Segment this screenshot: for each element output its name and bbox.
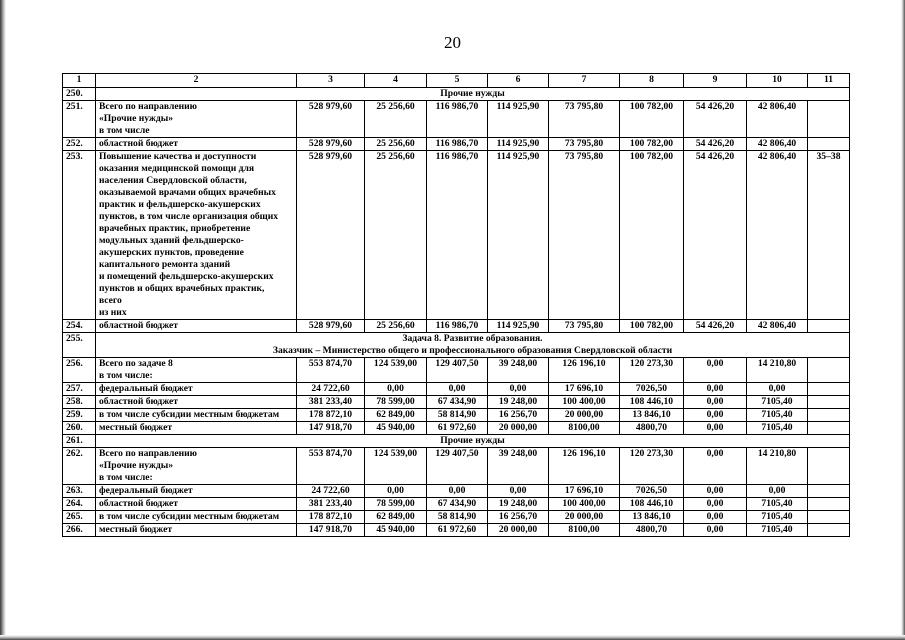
amount-cell-col-7: 17 696,10 [549,485,620,498]
column-number: 4 [365,74,427,88]
amount-cell-col-6: 114 925,90 [488,138,549,151]
reference-cell [808,498,850,511]
amount-cell-col-7: 20 000,00 [549,409,620,422]
description-line: в том числе [99,125,150,136]
amount-cell-col-10: 0,00 [747,485,808,498]
amount-cell-col-9: 0,00 [684,524,747,537]
amount-cell-col-8: 100 782,00 [620,101,684,138]
budget-table [62,73,850,537]
amount-cell-col-9: 0,00 [684,511,747,524]
amount-cell-col-7: 73 795,80 [549,151,620,320]
row-description [96,422,297,435]
row-number: 266. [63,524,96,537]
amount-cell-col-6: 20 000,00 [488,524,549,537]
row-number: 257. [63,383,96,396]
description-line: модульных зданий фельдшерско- [99,235,244,246]
amount-cell-col-8: 108 446,10 [620,396,684,409]
description-line: всего [99,295,122,306]
description-line: акушерских пунктов, проведение [99,247,244,258]
amount-cell-col-10: 0,00 [747,383,808,396]
row-number: 253. [63,151,96,320]
amount-cell-col-7: 8100,00 [549,422,620,435]
amount-cell-col-7: 8100,00 [549,524,620,537]
amount-cell-col-3: 381 233,40 [297,498,365,511]
task-heading-row [63,333,850,358]
reference-cell [808,448,850,485]
amount-cell-col-7: 17 696,10 [549,383,620,396]
task-heading-line2: Заказчик – Министерство общего и профессионального образования Свердловской области [272,345,673,356]
column-number: 11 [808,74,850,88]
reference-cell: 35–38 [808,151,850,320]
amount-cell-col-4: 0,00 [365,383,427,396]
column-number: 2 [96,74,297,88]
amount-cell-col-6: 0,00 [488,383,549,396]
reference-cell [808,101,850,138]
amount-cell-col-3: 147 918,70 [297,524,365,537]
column-number: 7 [549,74,620,88]
scan-edge-right [901,0,905,640]
amount-cell-col-10: 7105,40 [747,409,808,422]
row-description [96,358,297,383]
amount-cell-col-5: 116 986,70 [427,320,488,333]
row-description [96,138,297,151]
amount-cell-col-10: 42 806,40 [747,320,808,333]
description-line: пунктов и общих врачебных практик, [99,283,265,294]
amount-cell-col-7: 73 795,80 [549,320,620,333]
amount-cell-col-3: 553 874,70 [297,358,365,383]
reference-cell [808,422,850,435]
column-number: 6 [488,74,549,88]
amount-cell-col-3: 553 874,70 [297,448,365,485]
amount-cell-col-3: 528 979,60 [297,151,365,320]
amount-cell-col-10: 42 806,40 [747,138,808,151]
amount-cell-col-3: 381 233,40 [297,396,365,409]
amount-cell-col-5: 116 986,70 [427,151,488,320]
amount-cell-col-9: 0,00 [684,422,747,435]
amount-cell-col-5: 67 434,90 [427,396,488,409]
table-row [63,358,850,383]
amount-cell-col-9: 54 426,20 [684,151,747,320]
row-number: 262. [63,448,96,485]
row-description [96,396,297,409]
amount-cell-col-8: 108 446,10 [620,498,684,511]
amount-cell-col-4: 25 256,60 [365,101,427,138]
section-heading: Прочие нужды [96,88,850,101]
amount-cell-col-9: 54 426,20 [684,138,747,151]
amount-cell-col-4: 62 849,00 [365,511,427,524]
row-number: 260. [63,422,96,435]
amount-cell-col-7: 126 196,10 [549,448,620,485]
column-number: 10 [747,74,808,88]
amount-cell-col-6: 114 925,90 [488,320,549,333]
amount-cell-col-8: 4800,70 [620,422,684,435]
amount-cell-col-8: 7026,50 [620,485,684,498]
amount-cell-col-7: 100 400,00 [549,396,620,409]
amount-cell-col-5: 129 407,50 [427,448,488,485]
row-number: 261. [63,435,96,448]
amount-cell-col-9: 0,00 [684,409,747,422]
description-line: и помещений фельдшерско-акушерских [99,271,274,282]
row-number: 252. [63,138,96,151]
description-line: областной бюджет [99,320,178,331]
row-description [96,498,297,511]
description-line: Всего по направлению [99,101,198,112]
description-line: в том числе субсидии местным бюджетам [99,409,280,420]
amount-cell-col-8: 100 782,00 [620,151,684,320]
row-description [96,101,297,138]
description-line: оказываемой врачами общих врачебных [99,187,276,198]
amount-cell-col-7: 73 795,80 [549,138,620,151]
amount-cell-col-5: 61 972,60 [427,524,488,537]
column-number-row [63,74,850,88]
reference-cell [808,320,850,333]
description-line: Повышение качества и доступности [99,151,257,162]
section-heading-row [63,435,850,448]
scan-edge-bottom [0,635,905,640]
amount-cell-col-9: 0,00 [684,448,747,485]
table-row [63,320,850,333]
description-line: в том числе: [99,370,153,381]
amount-cell-col-5: 58 814,90 [427,409,488,422]
row-description [96,383,297,396]
amount-cell-col-8: 4800,70 [620,524,684,537]
table-row [63,498,850,511]
reference-cell [808,383,850,396]
description-line: областной бюджет [99,396,178,407]
column-number: 3 [297,74,365,88]
reference-cell [808,358,850,383]
amount-cell-col-5: 61 972,60 [427,422,488,435]
amount-cell-col-3: 178 872,10 [297,511,365,524]
page-number: 20 [444,33,461,52]
amount-cell-col-6: 39 248,00 [488,358,549,383]
table-row [63,422,850,435]
description-line: федеральный бюджет [99,485,193,496]
row-description [96,485,297,498]
amount-cell-col-6: 114 925,90 [488,151,549,320]
description-line: в том числе субсидии местным бюджетам [99,511,280,522]
column-number: 9 [684,74,747,88]
amount-cell-col-7: 20 000,00 [549,511,620,524]
amount-cell-col-4: 78 599,00 [365,396,427,409]
amount-cell-col-6: 16 256,70 [488,409,549,422]
row-number: 265. [63,511,96,524]
amount-cell-col-5: 116 986,70 [427,101,488,138]
amount-cell-col-4: 45 940,00 [365,422,427,435]
column-number: 1 [63,74,96,88]
description-line: капитального ремонта зданий [99,259,231,270]
amount-cell-col-4: 124 539,00 [365,448,427,485]
amount-cell-col-4: 25 256,60 [365,151,427,320]
table-row [63,383,850,396]
amount-cell-col-10: 7105,40 [747,396,808,409]
reference-cell [808,524,850,537]
amount-cell-col-9: 54 426,20 [684,320,747,333]
amount-cell-col-5: 129 407,50 [427,358,488,383]
row-description [96,448,297,485]
amount-cell-col-4: 124 539,00 [365,358,427,383]
description-line: местный бюджет [99,422,173,433]
amount-cell-col-3: 528 979,60 [297,320,365,333]
amount-cell-col-6: 19 248,00 [488,498,549,511]
amount-cell-col-9: 0,00 [684,396,747,409]
amount-cell-col-8: 13 846,10 [620,511,684,524]
description-line: Всего по задаче 8 [99,358,173,369]
description-line: местный бюджет [99,524,173,535]
amount-cell-col-6: 16 256,70 [488,511,549,524]
table-row [63,101,850,138]
amount-cell-col-6: 114 925,90 [488,101,549,138]
description-line: областной бюджет [99,498,178,509]
row-number: 256. [63,358,96,383]
amount-cell-col-9: 0,00 [684,383,747,396]
row-number: 255. [63,333,96,358]
description-line: областной бюджет [99,138,178,149]
description-line: федеральный бюджет [99,383,193,394]
amount-cell-col-4: 62 849,00 [365,409,427,422]
reference-cell [808,511,850,524]
amount-cell-col-10: 42 806,40 [747,101,808,138]
row-number: 250. [63,88,96,101]
amount-cell-col-7: 126 196,10 [549,358,620,383]
amount-cell-col-8: 120 273,30 [620,358,684,383]
amount-cell-col-5: 67 434,90 [427,498,488,511]
amount-cell-col-3: 528 979,60 [297,101,365,138]
amount-cell-col-6: 0,00 [488,485,549,498]
amount-cell-col-8: 100 782,00 [620,320,684,333]
amount-cell-col-5: 58 814,90 [427,511,488,524]
amount-cell-col-10: 7105,40 [747,511,808,524]
reference-cell [808,485,850,498]
amount-cell-col-6: 20 000,00 [488,422,549,435]
row-number: 263. [63,485,96,498]
table-row [63,485,850,498]
amount-cell-col-5: 116 986,70 [427,138,488,151]
description-line: оказания медицинской помощи для [99,163,255,174]
amount-cell-col-8: 13 846,10 [620,409,684,422]
amount-cell-col-4: 78 599,00 [365,498,427,511]
amount-cell-col-4: 25 256,60 [365,320,427,333]
column-number: 8 [620,74,684,88]
row-number: 264. [63,498,96,511]
description-line: Всего по направлению [99,448,198,459]
description-line: «Прочие нужды» [99,113,174,124]
amount-cell-col-7: 73 795,80 [549,101,620,138]
row-number: 254. [63,320,96,333]
section-heading-row [63,88,850,101]
description-line: «Прочие нужды» [99,460,174,471]
amount-cell-col-7: 100 400,00 [549,498,620,511]
row-number: 251. [63,101,96,138]
amount-cell-col-10: 7105,40 [747,524,808,537]
row-description [96,511,297,524]
amount-cell-col-4: 45 940,00 [365,524,427,537]
description-line: населения Свердловской области, [99,175,247,186]
reference-cell [808,138,850,151]
amount-cell-col-8: 100 782,00 [620,138,684,151]
amount-cell-col-3: 528 979,60 [297,138,365,151]
table-row [63,151,850,320]
row-description [96,320,297,333]
amount-cell-col-10: 14 210,80 [747,358,808,383]
amount-cell-col-6: 19 248,00 [488,396,549,409]
description-line: из них [99,307,127,318]
table-row [63,396,850,409]
description-line: практик и фельдшерско-акушерских [99,199,261,210]
amount-cell-col-10: 7105,40 [747,498,808,511]
amount-cell-col-3: 178 872,10 [297,409,365,422]
amount-cell-col-3: 24 722,60 [297,485,365,498]
description-line: врачебных практик, приобретение [99,223,251,234]
table-body [63,74,850,537]
amount-cell-col-10: 14 210,80 [747,448,808,485]
amount-cell-col-9: 0,00 [684,358,747,383]
task-heading-line1: Задача 8. Развитие образования. [402,333,543,344]
row-number: 259. [63,409,96,422]
amount-cell-col-3: 147 918,70 [297,422,365,435]
amount-cell-col-4: 25 256,60 [365,138,427,151]
amount-cell-col-5: 0,00 [427,485,488,498]
amount-cell-col-9: 54 426,20 [684,101,747,138]
description-line: в том числе: [99,472,153,483]
amount-cell-col-6: 39 248,00 [488,448,549,485]
reference-cell [808,396,850,409]
table-row [63,511,850,524]
table-row [63,448,850,485]
amount-cell-col-10: 42 806,40 [747,151,808,320]
amount-cell-col-8: 7026,50 [620,383,684,396]
reference-cell [808,409,850,422]
amount-cell-col-9: 0,00 [684,498,747,511]
amount-cell-col-8: 120 273,30 [620,448,684,485]
table-row [63,524,850,537]
amount-cell-col-5: 0,00 [427,383,488,396]
table-row [63,409,850,422]
row-description [96,409,297,422]
row-description [96,151,297,320]
row-number: 258. [63,396,96,409]
section-heading: Прочие нужды [96,435,850,448]
row-description [96,524,297,537]
amount-cell-col-10: 7105,40 [747,422,808,435]
column-number: 5 [427,74,488,88]
amount-cell-col-3: 24 722,60 [297,383,365,396]
amount-cell-col-9: 0,00 [684,485,747,498]
table-row [63,138,850,151]
amount-cell-col-4: 0,00 [365,485,427,498]
task-heading [96,333,850,358]
scan-edge-left [0,0,6,640]
description-line: пунктов, в том числе организация общих [99,211,279,222]
